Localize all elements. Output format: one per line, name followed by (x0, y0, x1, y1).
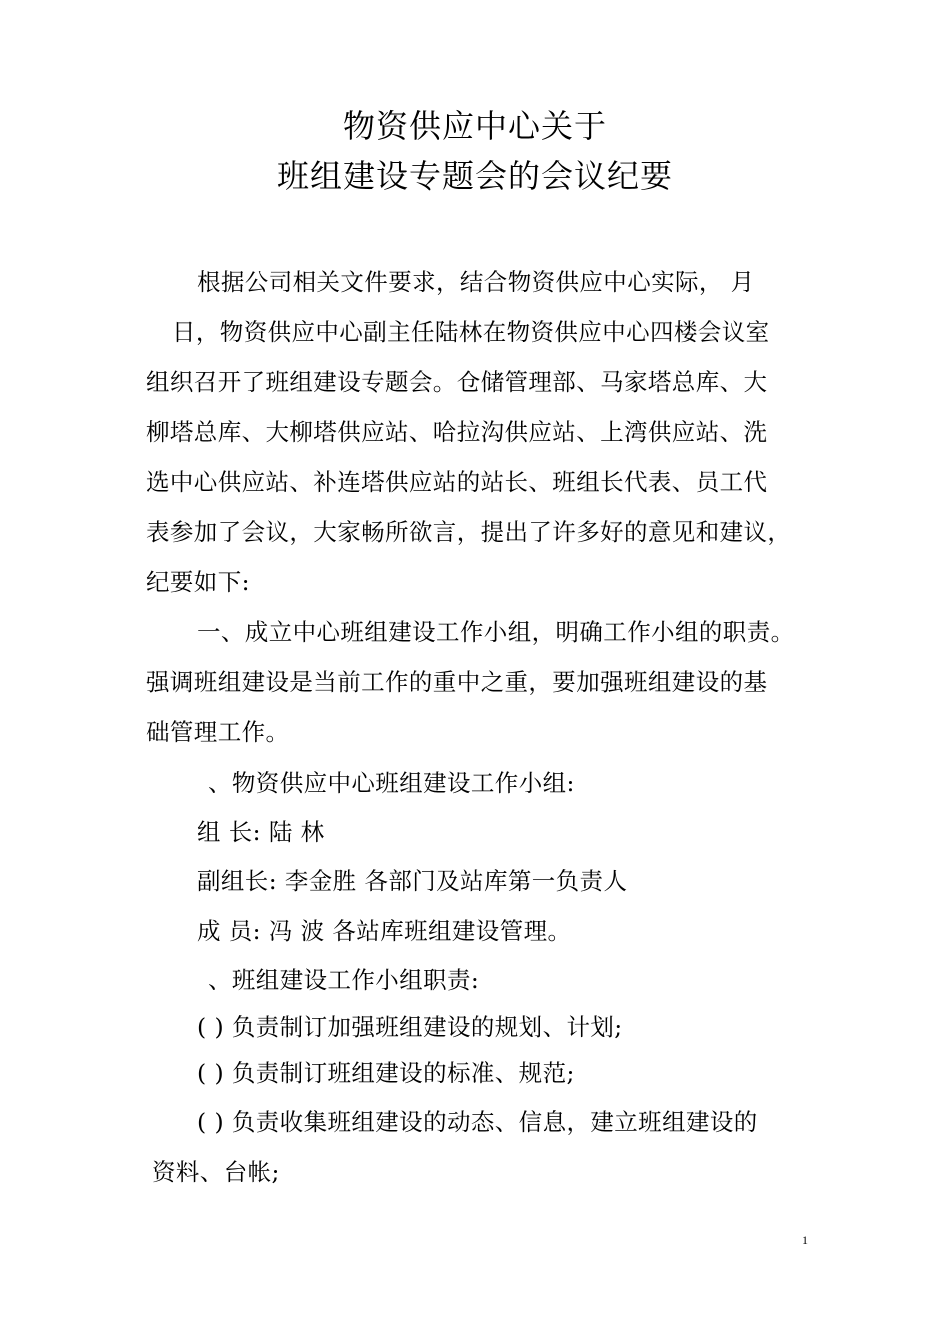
work-group-leader: 组 长: 陆 林 (197, 818, 325, 846)
section-1-line-1: 一、成立中心班组建设工作小组，明确工作小组的职责。 (197, 618, 795, 646)
document-title-line-1: 物资供应中心关于 (342, 107, 607, 145)
page-number: 1 (802, 1233, 808, 1247)
section-1-line-2: 强调班组建设是当前工作的重中之重，要加强班组建设的基 (146, 668, 768, 696)
intro-line-1: 根据公司相关文件要求，结合物资供应中心实际， 月 (197, 268, 755, 296)
section-1-line-3: 础管理工作。 (146, 718, 290, 746)
intro-line-5: 选中心供应站、补连塔供应站的站长、班组长代表、员工代 (146, 468, 768, 496)
intro-line-3: 组织召开了班组建设专题会。仓储管理部、马家塔总库、大 (146, 368, 768, 396)
work-group-heading: 、物资供应中心班组建设工作小组: (208, 769, 575, 797)
duty-item-2: ( ) 负责制订班组建设的标准、规范; (197, 1059, 575, 1087)
duties-heading: 、班组建设工作小组职责: (208, 966, 480, 994)
intro-line-6: 表参加了会议，大家畅所欲言，提出了许多好的意见和建议， (146, 518, 792, 546)
document-title-line-2: 班组建设专题会的会议纪要 (276, 157, 673, 195)
intro-line-4: 柳塔总库、大柳塔供应站、哈拉沟供应站、上湾供应站、洗 (146, 418, 768, 446)
intro-line-7: 纪要如下: (146, 568, 250, 596)
work-group-members: 成 员: 冯 波 各站库班组建设管理。 (197, 917, 572, 945)
duty-item-3-line-2: 资料、台帐; (152, 1158, 280, 1186)
duty-item-1: ( ) 负责制订加强班组建设的规划、计划; (197, 1013, 623, 1041)
work-group-deputy: 副组长: 李金胜 各部门及站库第一负责人 (197, 867, 628, 895)
duty-item-3-line-1: ( ) 负责收集班组建设的动态、信息，建立班组建设的 (197, 1108, 758, 1136)
intro-line-2: 日，物资供应中心副主任陆林在物资供应中心四楼会议室 (172, 318, 770, 346)
